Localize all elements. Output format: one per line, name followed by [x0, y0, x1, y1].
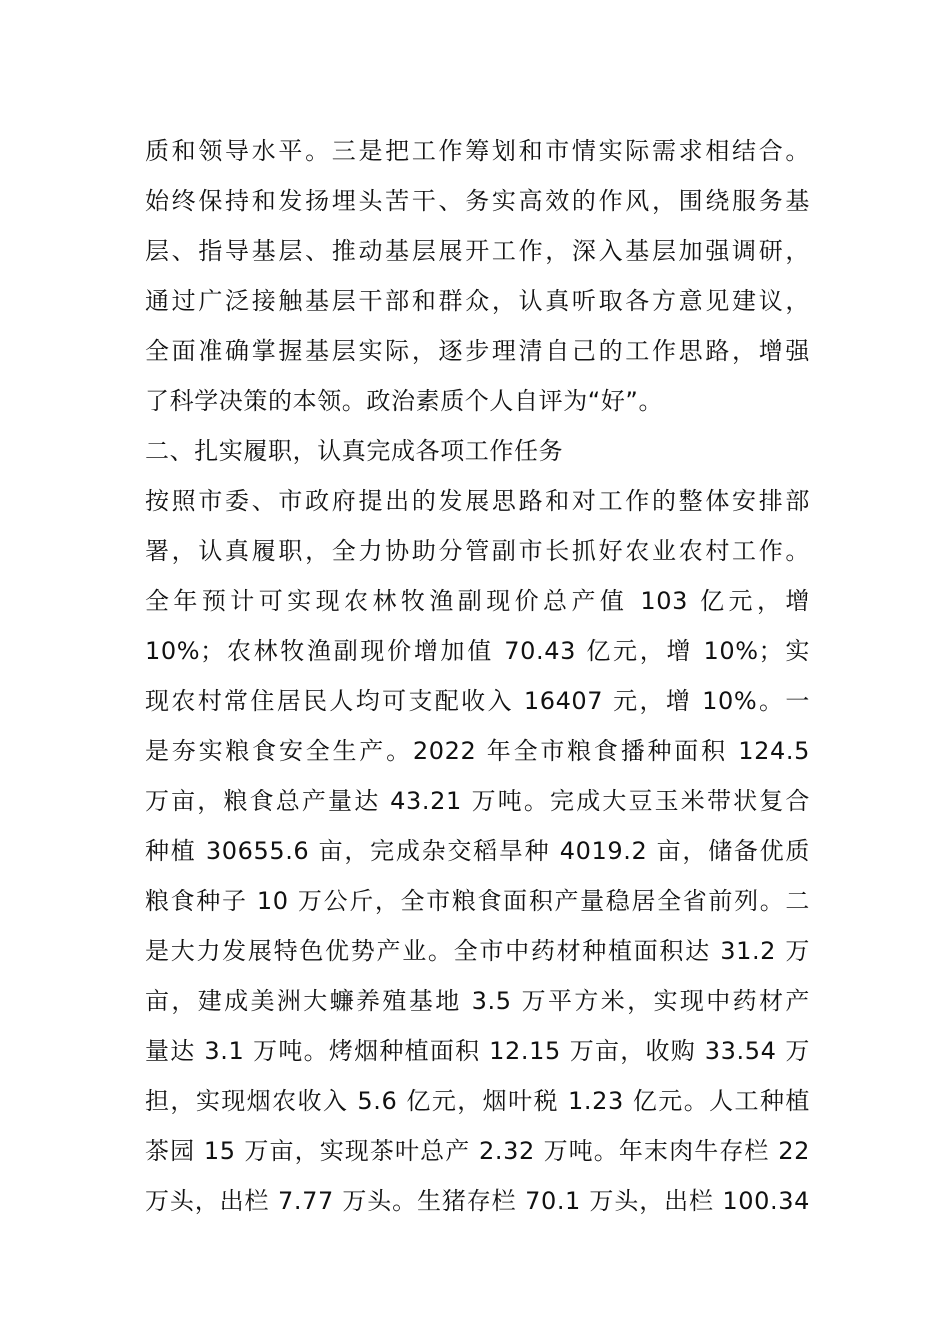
text-line: 全年预计可实现农林牧渔副现价总产值 103 亿元，增 [145, 587, 810, 615]
text-line: 按照市委、市政府提出的发展思路和对工作的整体安排部 [145, 487, 810, 515]
text-line: 层、指导基层、推动基层展开工作，深入基层加强调研， [145, 237, 810, 265]
text-line: 是大力发展特色优势产业。全市中药材种植面积达 31.2 万 [145, 937, 810, 965]
text-line: 量达 3.1 万吨。烤烟种植面积 12.15 万亩，收购 33.54 万 [145, 1037, 810, 1065]
text-line: 担，实现烟农收入 5.6 亿元，烟叶税 1.23 亿元。人工种植 [145, 1087, 810, 1115]
text-line: 10%；农林牧渔副现价增加值 70.43 亿元，增 10%；实 [145, 637, 810, 665]
text-line: 粮食种子 10 万公斤，全市粮食面积产量稳居全省前列。二 [145, 887, 810, 915]
text-line: 通过广泛接触基层干部和群众，认真听取各方意见建议， [145, 287, 810, 315]
body-text [145, 126, 810, 1226]
text-line: 了科学决策的本领。政治素质个人自评为“好”。 [145, 387, 664, 415]
text-line: 万亩，粮食总产量达 43.21 万吨。完成大豆玉米带状复合 [145, 787, 810, 815]
text-line: 质和领导水平。三是把工作筹划和市情实际需求相结合。 [145, 137, 810, 165]
text-line: 茶园 15 万亩，实现茶叶总产 2.32 万吨。年末肉牛存栏 22 [145, 1137, 810, 1165]
text-line: 始终保持和发扬埋头苦干、务实高效的作风，围绕服务基 [145, 187, 810, 215]
text-line: 署，认真履职，全力协助分管副市长抓好农业农村工作。 [145, 537, 810, 565]
text-line: 亩，建成美洲大蠊养殖基地 3.5 万平方米，实现中药材产 [145, 987, 810, 1015]
text-line: 万头，出栏 7.77 万头。生猪存栏 70.1 万头，出栏 100.34 [145, 1187, 810, 1215]
section-heading: 二、扎实履职，认真完成各项工作任务 [145, 437, 564, 465]
text-line: 全面准确掌握基层实际，逐步理清自己的工作思路，增强 [145, 337, 810, 365]
text-line: 种植 30655.6 亩，完成杂交稻旱种 4019.2 亩，储备优质 [145, 837, 810, 865]
text-line: 现农村常住居民人均可支配收入 16407 元，增 10%。一 [145, 687, 810, 715]
text-line: 是夯实粮食安全生产。2022 年全市粮食播种面积 124.5 [145, 737, 810, 765]
